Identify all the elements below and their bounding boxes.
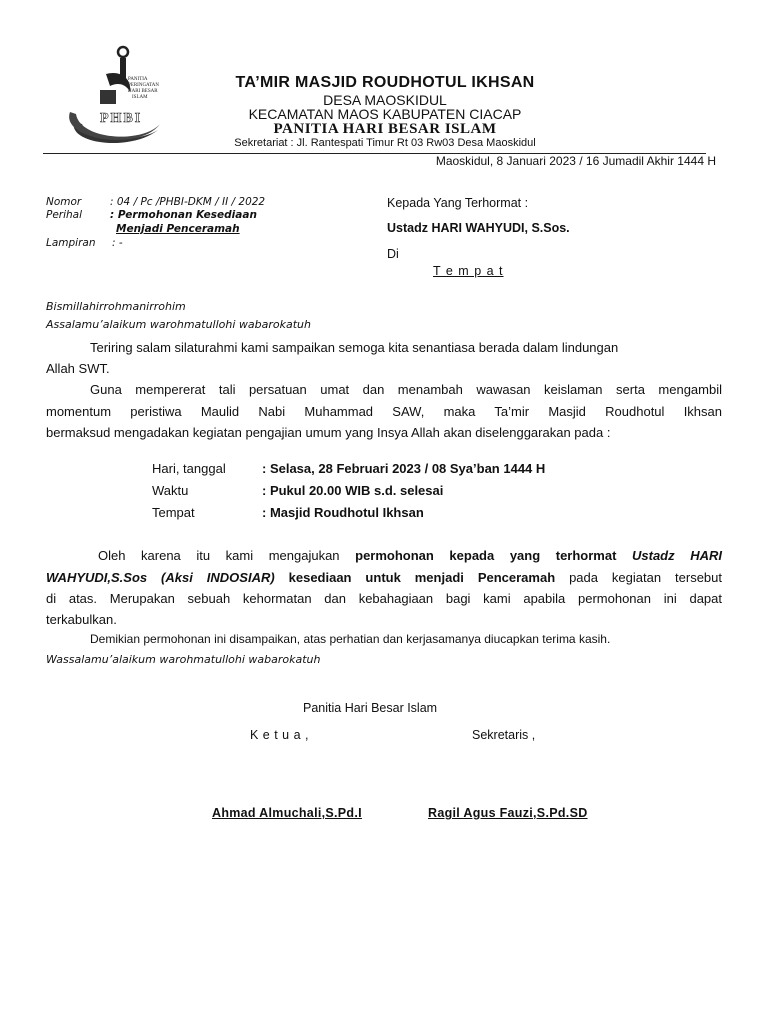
desa-line: DESA MAOSKIDUL xyxy=(323,92,447,108)
lampiran-value: : - xyxy=(112,237,123,249)
salam-closing: Wassalamu’alaikum warohmatullohi wabarokatuh xyxy=(46,653,321,666)
date-line: Maoskidul, 8 Januari 2023 / 16 Jumadil Akhir 1444 H xyxy=(435,154,716,168)
recipient-greeting: Kepada Yang Terhormat : xyxy=(387,196,529,210)
sekretariat-line: Sekretariat : Jl. Rantespati Timur Rt 03 Rw03 Desa Maoskidul xyxy=(234,137,536,149)
recipient-name: Ustadz HARI WAHYUDI, S.Sos. xyxy=(387,221,570,235)
logo-text: PHBI xyxy=(100,111,143,126)
nomor-label: Nomor xyxy=(46,196,82,208)
kecamatan-line: KECAMATAN MAOS KABUPATEN CIACAP xyxy=(248,106,522,122)
panitia-line: PANITIA HARI BESAR ISLAM xyxy=(273,121,497,137)
closing-demikian: Demikian permohonan ini disampaikan, atas perhatian dan kerjasamanya diucapkan terima kasih. xyxy=(90,632,611,646)
bismillah: Bismillahirrohmanirrohim xyxy=(46,300,186,313)
paragraph-2-line-3: bermaksud mengadakan kegiatan pengajian umum yang Insya Allah akan diselenggarakan pada : xyxy=(46,425,611,440)
paragraph-3-line-2: WAHYUDI,S.Sos (Aksi INDOSIAR) kesediaan untuk menjadi Penceramah pada kegiatan tersebut xyxy=(46,570,722,585)
paragraph-2-line-2: momentum peristiwa Maulid Nabi Muhammad SAW, maka Ta’mir Masjid Roudhotul Ikhsan xyxy=(46,404,722,419)
perihal-label: Perihal xyxy=(46,209,83,221)
paragraph-3-line-3: di atas. Merupakan sebuah kehormatan dan kebahagiaan bagi kami apabila permohonan ini dapat xyxy=(46,591,722,606)
paragraph-1-line-2: Allah SWT. xyxy=(46,361,110,376)
paragraph-1-line-1: Teriring salam silaturahmi kami sampaikan semoga kita senantiasa berada dalam lindungan xyxy=(90,340,619,355)
perihal-value-2: Menjadi Penceramah xyxy=(116,223,240,235)
ketua-title: K e t u a , xyxy=(250,728,310,742)
org-name: TA’MIR MASJID ROUDHOTUL IKHSAN xyxy=(235,74,535,91)
paragraph-3-line-4: terkabulkan. xyxy=(46,612,117,627)
letter-meta xyxy=(46,196,366,256)
sekretaris-title: Sekretaris , xyxy=(472,728,536,742)
recipient-tempat: T e m p a t xyxy=(433,264,504,278)
svg-text:HARI BESAR: HARI BESAR xyxy=(128,89,158,94)
svg-text:PANITIA: PANITIA xyxy=(128,77,148,82)
lampiran-label: Lampiran xyxy=(46,237,96,249)
paragraph-3-line-1: Oleh karena itu kami mengajukan permohonan kepada yang terhormat Ustadz HARI xyxy=(98,548,722,563)
sekretaris-name: Ragil Agus Fauzi,S.Pd.SD xyxy=(428,806,588,820)
recipient-di: Di xyxy=(387,247,399,261)
ketua-name: Ahmad Almuchali,S.Pd.I xyxy=(212,806,362,820)
nomor-value: : 04 / Pc /PHBI-DKM / II / 2022 xyxy=(110,196,266,208)
perihal-value: : Permohonan Kesediaan xyxy=(110,209,257,221)
paragraph-2-line-1: Guna mempererat tali persatuan umat dan menambah wawasan keislaman serta mengambil xyxy=(90,382,722,397)
salam-opening: Assalamu’alaikum warohmatullohi wabarokatuh xyxy=(46,318,312,331)
event-details: Hari, tanggal : Selasa, 28 Februari 2023 / 08 Sya’ban 1444 H Waktu : Pukul 20.00 WIB s.d. selesai Tempat : Masjid Roudhotul Ikhsan xyxy=(152,461,546,520)
svg-text:ISLAM: ISLAM xyxy=(132,95,148,100)
svg-text:PERINGATAN: PERINGATAN xyxy=(128,83,159,88)
committee-name: Panitia Hari Besar Islam xyxy=(303,701,438,715)
